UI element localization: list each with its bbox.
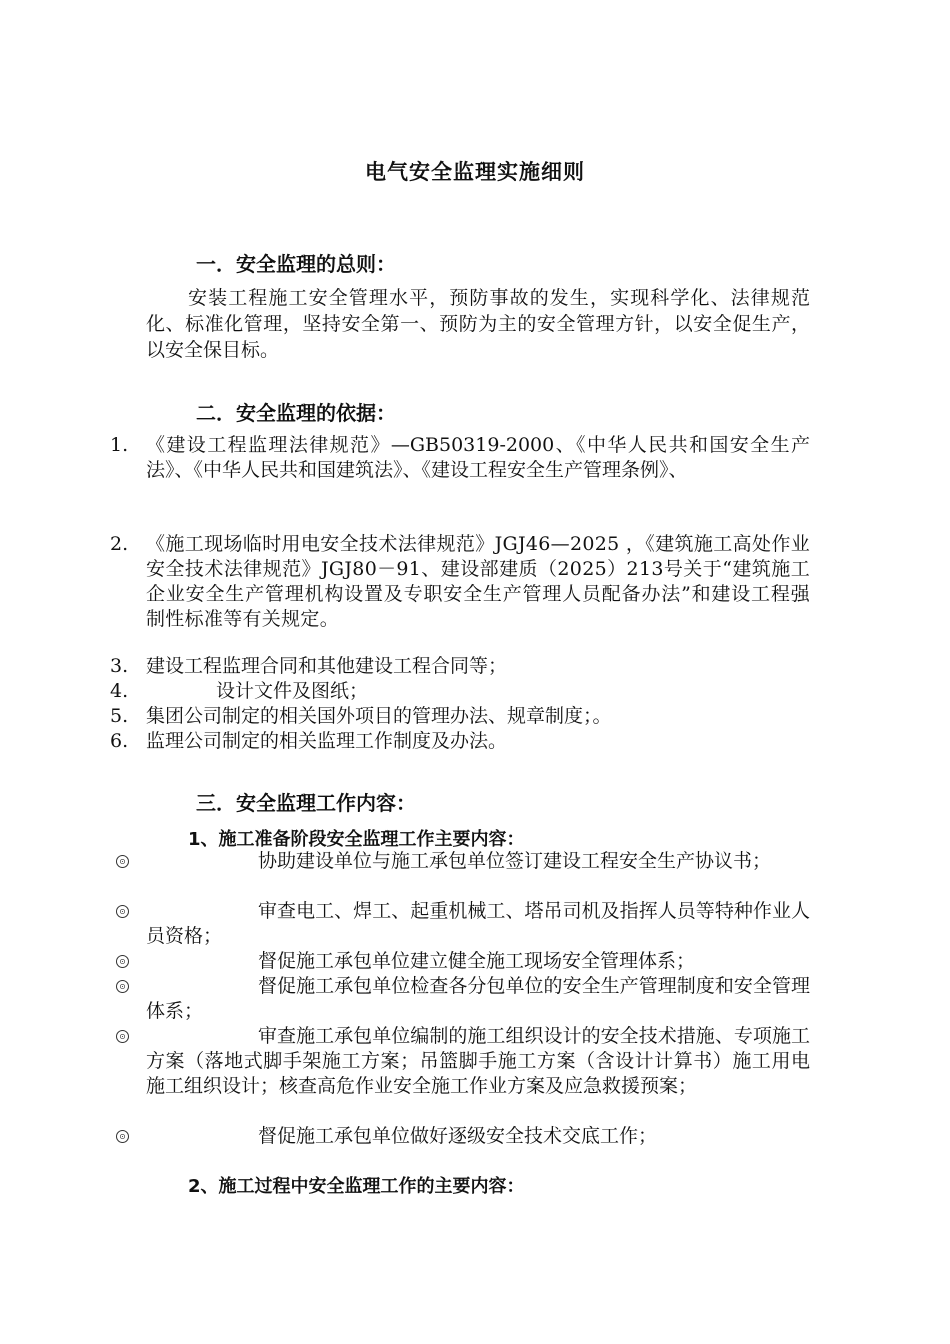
clock-icon: ⊙ — [116, 1030, 129, 1043]
list-text: 建设工程监理合同和其他建设工程合同等； — [146, 655, 508, 677]
clock-icon: ⊙ — [116, 905, 129, 918]
list-number: 4. — [110, 680, 129, 702]
subsection-2-heading: 2、施工过程中安全监理工作的主要内容： — [188, 1176, 525, 1197]
list-text: 《施工现场临时用电安全技术法律规范》JGJ46—2025 ，《建筑施工高处作业安全技术法律规范》JGJ80－91、建设部建质（2025）213号关于“建筑施工企业安全生产管理机构设置及专职安全生产管理人员配备办法”和建设工程强制性标准等有关规定。 — [146, 533, 810, 630]
document-title: 电气安全监理实施细则 — [365, 160, 585, 184]
clock-icon: ⊙ — [116, 1130, 129, 1143]
clock-icon: ⊙ — [116, 955, 129, 968]
list-text: 集团公司制定的相关国外项目的管理办法、规章制度；。 — [146, 705, 612, 727]
bullet-text: 督促施工承包单位检查各分包单位的安全生产管理制度和安全管理体系； — [146, 975, 810, 1022]
list-number: 1. — [110, 434, 129, 456]
list-text: 《建设工程监理法律规范》—GB50319-2000、《中华人民共和国安全生产法》、《中华人民共和国建筑法》、《建设工程安全生产管理条例》、 — [146, 434, 810, 481]
section-1-heading: 一．安全监理的总则： — [196, 252, 396, 276]
section-1-paragraph: 安装工程施工安全管理水平，预防事故的发生，实现科学化、法律规范化、标准化管理，坚持安全第一、预防为主的安全管理方针，以安全促生产，以安全保目标。 — [146, 287, 810, 361]
list-number: 2. — [110, 533, 129, 555]
list-number: 6. — [110, 730, 129, 752]
bullet-text: 审查施工承包单位编制的施工组织设计的安全技术措施、专项施工方案（落地式脚手架施工方案；吊篮脚手施工方案（含设计计算书）施工用电施工组织设计；核查高危作业安全施工作业方案及应急救援预案； — [146, 1025, 810, 1097]
bullet-text: 协助建设单位与施工承包单位签订建设工程安全生产协议书； — [258, 850, 772, 872]
list-text: 设计文件及图纸； — [216, 680, 369, 702]
section-3-heading: 三．安全监理工作内容： — [196, 791, 416, 815]
list-number: 5. — [110, 705, 129, 727]
subsection-1-heading: 1、施工准备阶段安全监理工作主要内容： — [188, 829, 525, 850]
bullet-text: 审查电工、焊工、起重机械工、塔吊司机及指挥人员等特种作业人员资格； — [146, 900, 810, 947]
bullet-text: 督促施工承包单位做好逐级安全技术交底工作； — [258, 1125, 658, 1147]
clock-icon: ⊙ — [116, 980, 129, 993]
bullet-text: 督促施工承包单位建立健全施工现场安全管理体系； — [258, 950, 696, 972]
list-text: 监理公司制定的相关监理工作制度及办法。 — [146, 730, 508, 752]
section-2-heading: 二．安全监理的依据： — [196, 401, 396, 425]
list-number: 3. — [110, 655, 129, 677]
clock-icon: ⊙ — [116, 855, 129, 868]
